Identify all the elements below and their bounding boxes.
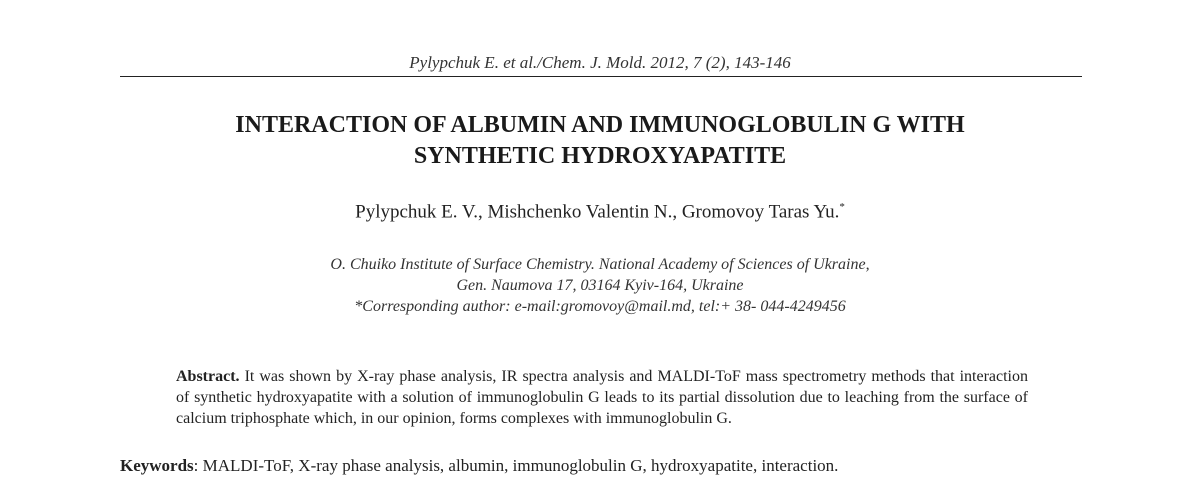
title-line-2: SYNTHETIC HYDROXYAPATITE [413,143,787,169]
affiliation-line-3: *Corresponding author: e-mail:gromovoy@mail.md, tel:+ 38- 044-4249456 [354,298,846,315]
author-list [0,201,1200,223]
author-names: Pylypchuk E. V., Mishchenko Valentin N., Gromovoy Taras Yu. [355,201,840,223]
journal-header: Pylypchuk E. et al./Chem. J. Mold. 2012, 7 (2), 143-146 [409,53,791,72]
keywords-text: : MALDI-ToF, X-ray phase analysis, albumin, immunoglobulin G, hydroxyapatite, interaction. [193,456,839,475]
header-rule [120,76,1082,77]
title-line-1: INTERACTION OF ALBUMIN AND IMMUNOGLOBULIN G WITH [235,112,965,138]
affiliation-line-1: O. Chuiko Institute of Surface Chemistry. National Academy of Sciences of Ukraine, [330,256,870,273]
abstract [176,366,1028,429]
keywords-label: Keywords [120,456,194,475]
corresponding-mark: * [839,201,845,213]
keywords [120,456,1080,476]
abstract-label: Abstract. [176,368,240,385]
affiliation [0,254,1200,317]
paper-title [0,110,1200,172]
affiliation-line-2: Gen. Naumova 17, 03164 Kyiv-164, Ukraine [456,277,744,294]
abstract-text: It was shown by X-ray phase analysis, IR spectra analysis and MALDI-ToF mass spectrometry methods that interaction of synthetic hydroxyapatite with a solution of immunoglobulin G leads to its partial dissolution due to leaching from the surface of calcium triphosphate which, in our opinion, forms complexes with immunoglobulin G. [176,368,1029,427]
